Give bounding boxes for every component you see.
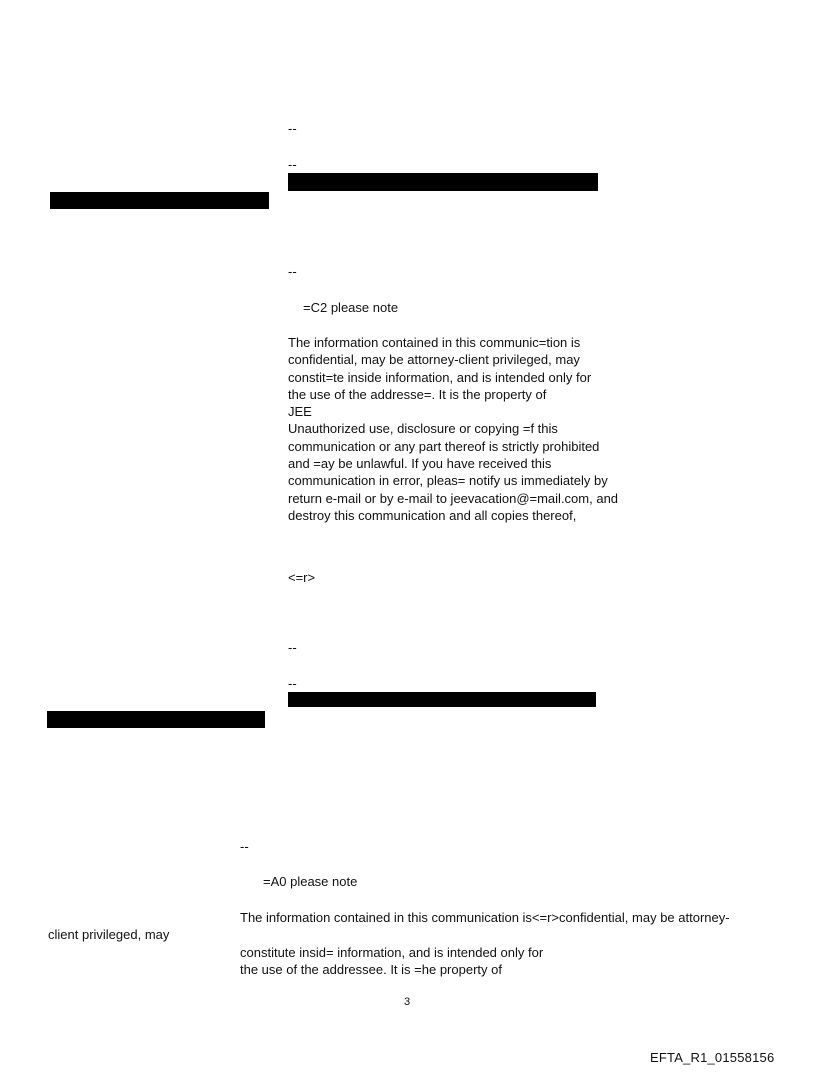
redaction-bar <box>288 692 596 707</box>
separator: -- <box>240 839 249 854</box>
redaction-bar <box>50 192 269 209</box>
disclaimer-line: destroy this communication and all copies thereof, <box>288 507 577 523</box>
disclaimer-line: and =ay be unlawful. If you have received this <box>288 456 552 472</box>
separator: -- <box>288 264 297 279</box>
note-heading: =A0 please note <box>263 874 358 889</box>
disclaimer-line: communication or any part thereof is strictly prohibited <box>288 438 600 454</box>
separator: -- <box>288 157 297 172</box>
disclaimer-line: constitute insid= information, and is intended only for <box>240 945 544 960</box>
disclaimer-line: Unauthorized use, disclosure or copying =f this <box>288 421 558 437</box>
redaction-bar <box>47 711 265 728</box>
disclaimer-line: return e-mail or by e-mail to jeevacation@=mail.com, and <box>288 490 619 506</box>
note-heading: =C2 please note <box>303 300 399 315</box>
disclaimer-line: the use of the addresse=. It is the property of <box>288 386 547 402</box>
disclaimer-line: The information contained in this communic=tion is <box>288 335 581 350</box>
separator: -- <box>288 121 297 136</box>
br-tag-text: <=r> <box>288 570 316 585</box>
separator: -- <box>288 640 297 655</box>
document-id: EFTA_R1_01558156 <box>650 1050 775 1065</box>
disclaimer-overflow-line: client privileged, may <box>48 927 170 942</box>
disclaimer-line: communication in error, pleas= notify us immediately by <box>288 473 608 489</box>
disclaimer-line: the use of the addressee. It is =he property of <box>240 962 502 977</box>
disclaimer-line: The information contained in this communication is<=r>confidential, may be attorney- <box>240 910 730 925</box>
disclaimer-line: JEE <box>288 404 312 420</box>
disclaimer-paragraph <box>288 334 618 524</box>
redaction-bar <box>288 173 598 191</box>
disclaimer-line: confidential, may be attorney-client privileged, may <box>288 352 580 368</box>
separator: -- <box>288 676 297 691</box>
page-number: 3 <box>404 996 411 1008</box>
disclaimer-line: constit=te inside information, and is intended only for <box>288 369 592 385</box>
